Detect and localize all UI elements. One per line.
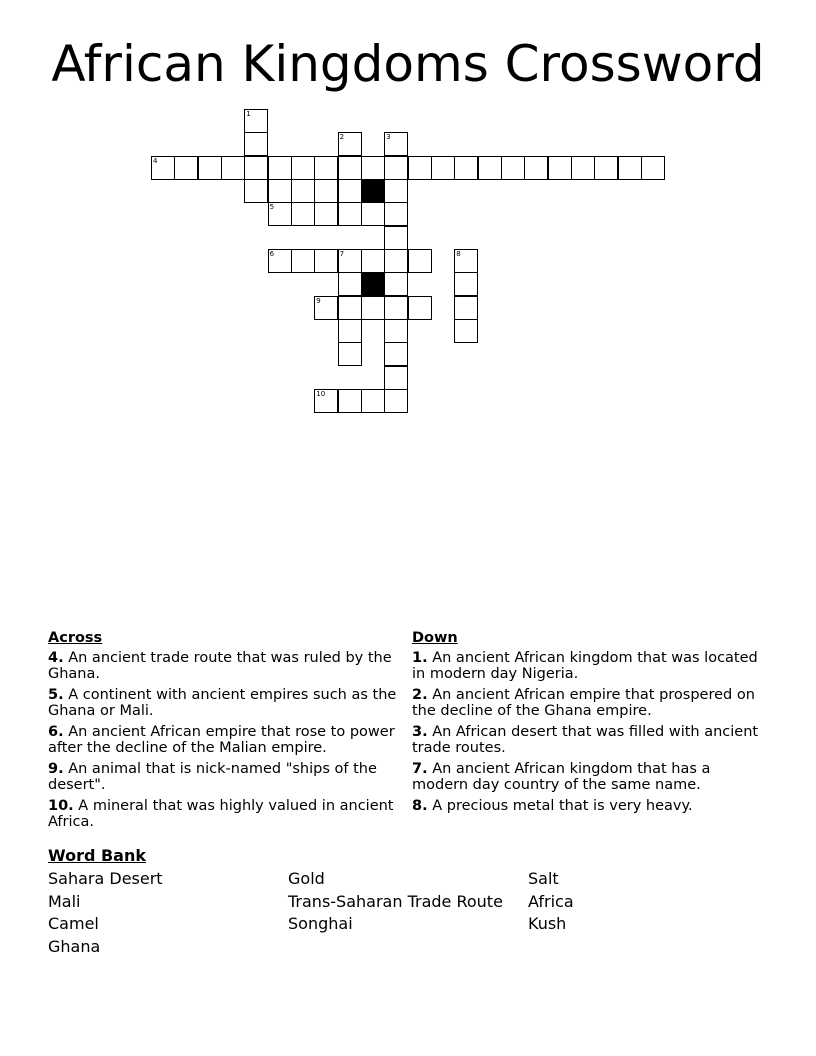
grid-cell: [338, 272, 362, 296]
grid-cell: [338, 179, 362, 203]
grid-cell: [384, 156, 408, 180]
grid-cell: [314, 202, 338, 226]
grid-cell: [221, 156, 245, 180]
grid-cell-number: 9: [316, 296, 321, 305]
word-bank-item: Trans-Saharan Trade Route: [288, 891, 503, 911]
word-bank-item: Camel: [48, 914, 99, 933]
word-bank-column-3: [528, 868, 574, 936]
clue-across-10: 10. A mineral that was highly valued in ancient Africa.: [48, 797, 394, 830]
grid-cell: [338, 296, 362, 320]
across-clues: [48, 630, 398, 835]
grid-cell-number: 4: [153, 156, 158, 165]
word-bank-item: Sahara Desert: [48, 869, 163, 888]
grid-cell: [384, 272, 408, 296]
grid-cell: [361, 249, 385, 273]
grid-cell: [641, 156, 665, 180]
grid-cell: [314, 179, 338, 203]
grid-cell: [408, 249, 432, 273]
grid-cell: [594, 156, 618, 180]
grid-cell-number: 2: [339, 133, 345, 142]
grid-cell: [268, 179, 292, 203]
clue-down-8: 8. A precious metal that is very heavy.: [412, 797, 693, 814]
grid-cell: [244, 109, 268, 133]
word-bank-column-1: [48, 868, 163, 958]
grid-cell: [268, 249, 292, 273]
grid-cell: [501, 156, 525, 180]
grid-cell-number: 6: [269, 250, 275, 258]
clue-across-5: 5. A continent with ancient empires such as the Ghana or Mali.: [48, 686, 397, 719]
grid-cell: [618, 156, 642, 180]
grid-cell: [454, 249, 478, 273]
grid-cell: [454, 296, 478, 320]
grid-cell: [524, 156, 548, 180]
grid-cell: [314, 249, 338, 273]
grid-cell: [314, 389, 338, 413]
clue-down-7: 7. An ancient African kingdom that has a modern day country of the same name.: [412, 760, 711, 793]
grid-cell: [198, 156, 222, 180]
down-heading: Down: [412, 630, 458, 646]
grid-cell: [454, 272, 478, 296]
clue-down-1: 1. An ancient African kingdom that was located in modern day Nigeria.: [412, 649, 758, 682]
grid-cell: [314, 156, 338, 180]
grid-cell-number: 10: [316, 390, 326, 398]
grid-cell: [384, 132, 408, 156]
grid-cell: [384, 202, 408, 226]
grid-cell: [291, 249, 315, 273]
grid-cell: [338, 156, 362, 180]
grid-cell: [244, 132, 268, 156]
grid-cell: [338, 319, 362, 343]
grid-cell: [384, 179, 408, 203]
across-heading: Across: [48, 630, 103, 646]
word-bank-item: Kush: [528, 914, 567, 933]
grid-cell: [384, 366, 408, 390]
grid-cell-number: 3: [386, 133, 391, 142]
grid-cell: [408, 156, 432, 180]
grid-cell: [454, 156, 478, 180]
grid-cell-number: 7: [339, 250, 345, 258]
grid-cell: [384, 342, 408, 366]
clue-across-9: 9. An animal that is nick-named "ships of the desert".: [48, 760, 377, 793]
clue-across-4: 4. An ancient trade route that was ruled by the Ghana.: [48, 649, 392, 682]
grid-cell: [338, 202, 362, 226]
grid-cell: [314, 296, 338, 320]
grid-cell: [244, 179, 268, 203]
grid-cell-black: [361, 272, 385, 296]
grid-cell: [361, 389, 385, 413]
word-bank: [48, 846, 768, 956]
down-clues: [412, 630, 762, 818]
grid-cell: [174, 156, 198, 180]
grid-cell-number: 5: [269, 203, 275, 212]
word-bank-column-2: [288, 868, 503, 936]
grid-cell: [384, 249, 408, 273]
word-bank-item: Africa: [528, 891, 574, 911]
grid-cell: [431, 156, 455, 180]
grid-cell: [291, 156, 315, 180]
grid-cell-black: [361, 179, 385, 203]
grid-cell: [478, 156, 502, 180]
grid-cell: [338, 389, 362, 413]
clue-across-6: 6. An ancient African empire that rose to power after the decline of the Malian empire.: [48, 723, 395, 756]
word-bank-item: Mali: [48, 891, 81, 911]
word-bank-item: Songhai: [288, 914, 353, 933]
page-title: African Kingdoms Crossword: [51, 35, 765, 93]
grid-cell: [571, 156, 595, 180]
grid-cell: [361, 296, 385, 320]
clue-down-2: 2. An ancient African empire that prospered on the decline of the Ghana empire.: [412, 686, 755, 719]
grid-cell-number: 8: [456, 250, 461, 258]
word-bank-heading: Word Bank: [48, 846, 147, 865]
grid-cell: [361, 202, 385, 226]
grid-cell: [384, 296, 408, 320]
grid-cell: [338, 132, 362, 156]
clue-down-3: 3. An African desert that was filled with ancient trade routes.: [412, 723, 759, 756]
grid-cell: [268, 156, 292, 180]
grid-cell: [338, 342, 362, 366]
grid-cell: [291, 202, 315, 226]
grid-cell: [291, 179, 315, 203]
grid-cell: [244, 156, 268, 180]
grid-cell: [384, 319, 408, 343]
word-bank-item: Salt: [528, 869, 559, 888]
grid-cell: [384, 389, 408, 413]
grid-cell: [151, 156, 175, 180]
grid-cell-number: 1: [246, 110, 251, 118]
grid-cell: [361, 156, 385, 180]
grid-cell: [408, 296, 432, 320]
grid-cell: [384, 226, 408, 250]
grid-cell: [548, 156, 572, 180]
grid-cell: [454, 319, 478, 343]
word-bank-item: Ghana: [48, 936, 101, 956]
grid-cell: [268, 202, 292, 226]
grid-cell: [338, 249, 362, 273]
word-bank-item: Gold: [288, 869, 325, 888]
